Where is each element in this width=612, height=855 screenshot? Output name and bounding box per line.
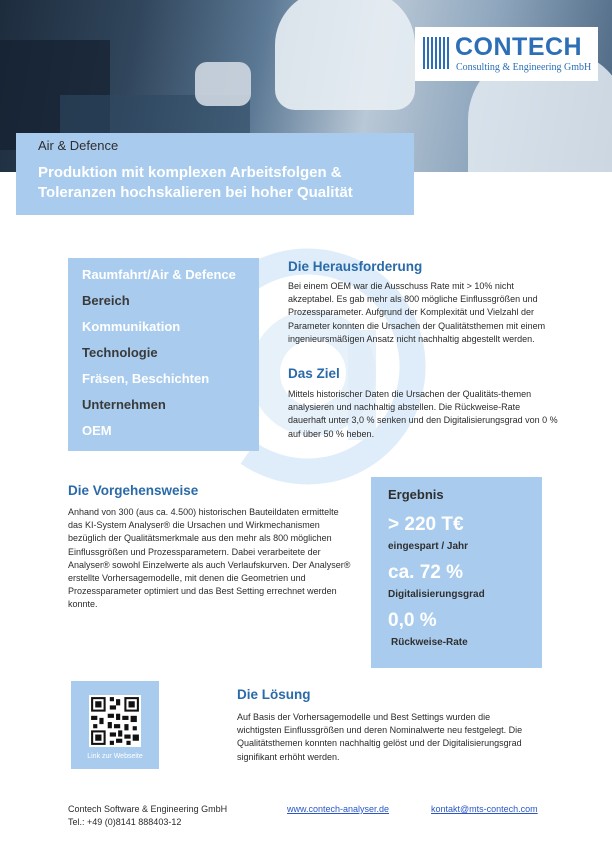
result-digitalization-label: Digitalisierungsgrad [388,589,485,600]
technology-value: Fräsen, Beschichten [82,371,210,386]
qr-caption: Link zur Webseite [87,753,143,760]
company-logo [415,27,598,81]
qr-link[interactable] [71,681,159,769]
facts-panel [68,258,259,451]
footer-phone: Tel.: +49 (0)8141 888403-12 [68,817,182,827]
result-panel [371,477,542,668]
challenge-text: Bei einem OEM war die Ausschuss Rate mit > 10% nicht akzeptabel. Es gab mehr als 800 mögliche Einflussgrößen und Prozessparameter. Aufgrund der Komplexität und Vielzahl der Parameter konnten die Ursachen der Qualitätsthemen mit einem ingenieursmäßigen Ansatz nicht nachhaltig abgestellt werden. [288,281,546,344]
result-savings-label: eingespart / Jahr [388,541,469,552]
result-reject-label: Rückweise-Rate [391,637,468,648]
email-link[interactable]: kontakt@mts-contech.com [431,804,538,814]
approach-text: Anhand von 300 (aus ca. 4.500) historischen Bauteildaten ermittelte das KI-System Analyser® die Ursachen und Wirkmechanismen bezüglich der Qualitätsmerkmale aus den mehr als 800 möglichen Einflussgrößen und Prozessparametern. Dabei verarbeitete der Analyser® sowohl Einzelwerte als auch Verlaufskurven. Der Analyser® erstellte Vorhersagemodelle, mit denen die Geometrien und Prozessparameter optimiert und das Best Setting errechnet werden konnte. [68,507,351,610]
title-box [16,133,414,215]
solution-text: Auf Basis der Vorhersagemodelle und Best Settings wurden die wichtigsten Einflussgrößen und deren Nominalwerte neu festgelegt. Die Qualitätsthemen konnten nachhaltig gelöst und der Digitalisierungsgrad signifikant erhöht werden. [237,712,523,762]
technology-label: Technologie [82,345,158,360]
industry-label: Bereich [82,293,130,308]
challenge-heading: Die Herausforderung [288,259,423,274]
goal-text: Mittels historischer Daten die Ursachen der Qualitäts-themen analysieren und nachhaltig abstellen. Die Rückweise-Rate dauerhaft unter 3,0 % senken und den Digitalisierungsgrad von 0 % auf über 50 % heben. [288,389,558,439]
result-reject-value: 0,0 % [388,610,437,631]
footer-company: Contech Software & Engineering GmbH [68,804,228,814]
category-label: Air & Defence [38,138,119,153]
result-savings-value: > 220 T€ [388,514,464,535]
logo-mark-icon [423,37,449,69]
company-label: Unternehmen [82,397,166,412]
area-value: Kommunikation [82,319,181,334]
result-heading: Ergebnis [388,487,444,502]
goal-heading: Das Ziel [288,366,340,381]
page-title: Produktion mit komplexen Arbeitsfolgen & Toleranzen hochskalieren bei hoher Qualität [38,164,353,201]
qr-code-icon[interactable] [89,695,141,747]
solution-heading: Die Lösung [237,687,311,702]
approach-heading: Die Vorgehensweise [68,483,199,498]
website-link[interactable]: www.contech-analyser.de [287,804,390,814]
logo-brand: CONTECH [455,33,583,61]
result-digitalization-value: ca. 72 % [388,562,463,583]
company-value: OEM [82,423,112,438]
industry-value: Raumfahrt/Air & Defence [82,267,236,282]
logo-subtitle: Consulting & Engineering GmbH [456,62,592,73]
